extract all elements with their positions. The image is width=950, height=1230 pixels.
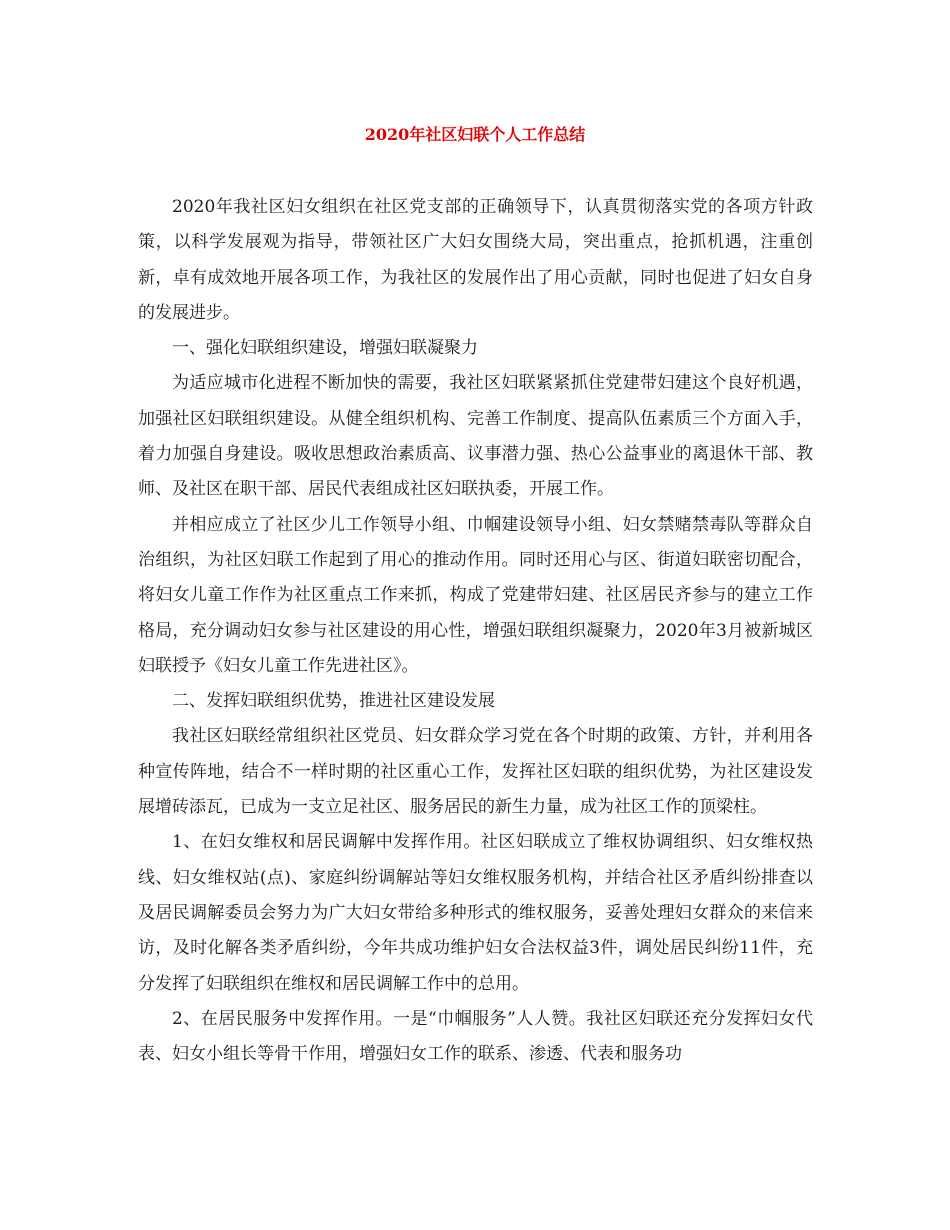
paragraph: 为适应城市化进程不断加快的需要，我社区妇联紧紧抓住党建带妇建这个良好机遇，加强社区妇联组织建设。从健全组织机构、完善工作制度、提高队伍素质三个方面入手，着力加强自身建设。吸收思想政治素质高、议事潜力强、热心公益事业的离退休干部、教师、及社区在职干部、居民代表组成社区妇联执委，开展工作。 bbox=[138, 373, 813, 500]
section-heading-1: 一、强化妇联组织建设，增强妇联凝聚力 bbox=[172, 338, 478, 359]
paragraph-item-1: 1、在妇女维权和居民调解中发挥作用。社区妇联成立了维权协调组织、妇女维权热线、妇女维权站(点)、家庭纠纷调解站等妇女维权服务机构，并结合社区矛盾纠纷排查以及居民调解委员会努力为广大妇女带给多种形式的维权服务，妥善处理妇女群众的来信来访，及时化解各类矛盾纠纷，今年共成功维护妇女合法权益3件，调处居民纠纷11件，充分发挥了妇联组织在维权和居民调解工作中的总用。 bbox=[138, 832, 813, 994]
paragraph-item-2: 2、在居民服务中发挥作用。一是“巾帼服务”人人赞。我社区妇联还充分发挥妇女代表、妇女小组长等骨干作用，增强妇女工作的联系、渗透、代表和服务功 bbox=[138, 1008, 813, 1065]
document-body bbox=[138, 190, 813, 1072]
paragraph: 我社区妇联经常组织社区党员、妇女群众学习党在各个时期的政策、方针，并利用各种宣传阵地，结合不一样时期的社区重心工作，发挥社区妇联的组织优势，为社区建设发展增砖添瓦，已成为一支立足社区、服务居民的新生力量，成为社区工作的顶梁柱。 bbox=[138, 726, 813, 818]
section-heading-2: 二、发挥妇联组织优势，推进社区建设发展 bbox=[172, 691, 495, 712]
paragraph: 并相应成立了社区少儿工作领导小组、巾帼建设领导小组、妇女禁赌禁毒队等群众自治组织，为社区妇联工作起到了用心的推动作用。同时还用心与区、街道妇联密切配合，将妇女儿童工作作为社区重点工作来抓，构成了党建带妇建、社区居民齐参与的建立工作格局，充分调动妇女参与社区建设的用心性，增强妇联组织凝聚力，2020年3月被新城区妇联授予《妇女儿童工作先进社区》。 bbox=[138, 514, 813, 676]
paragraph-intro: 2020年我社区妇女组织在社区党支部的正确领导下，认真贯彻落实党的各项方针政策，以科学发展观为指导，带领社区广大妇女围绕大局，突出重点，抢抓机遇，注重创新，卓有成效地开展各项工作，为我社区的发展作出了用心贡献，同时也促进了妇女自身的发展进步。 bbox=[138, 197, 813, 323]
document-title: 2020年社区妇联个人工作总结 bbox=[364, 125, 586, 144]
